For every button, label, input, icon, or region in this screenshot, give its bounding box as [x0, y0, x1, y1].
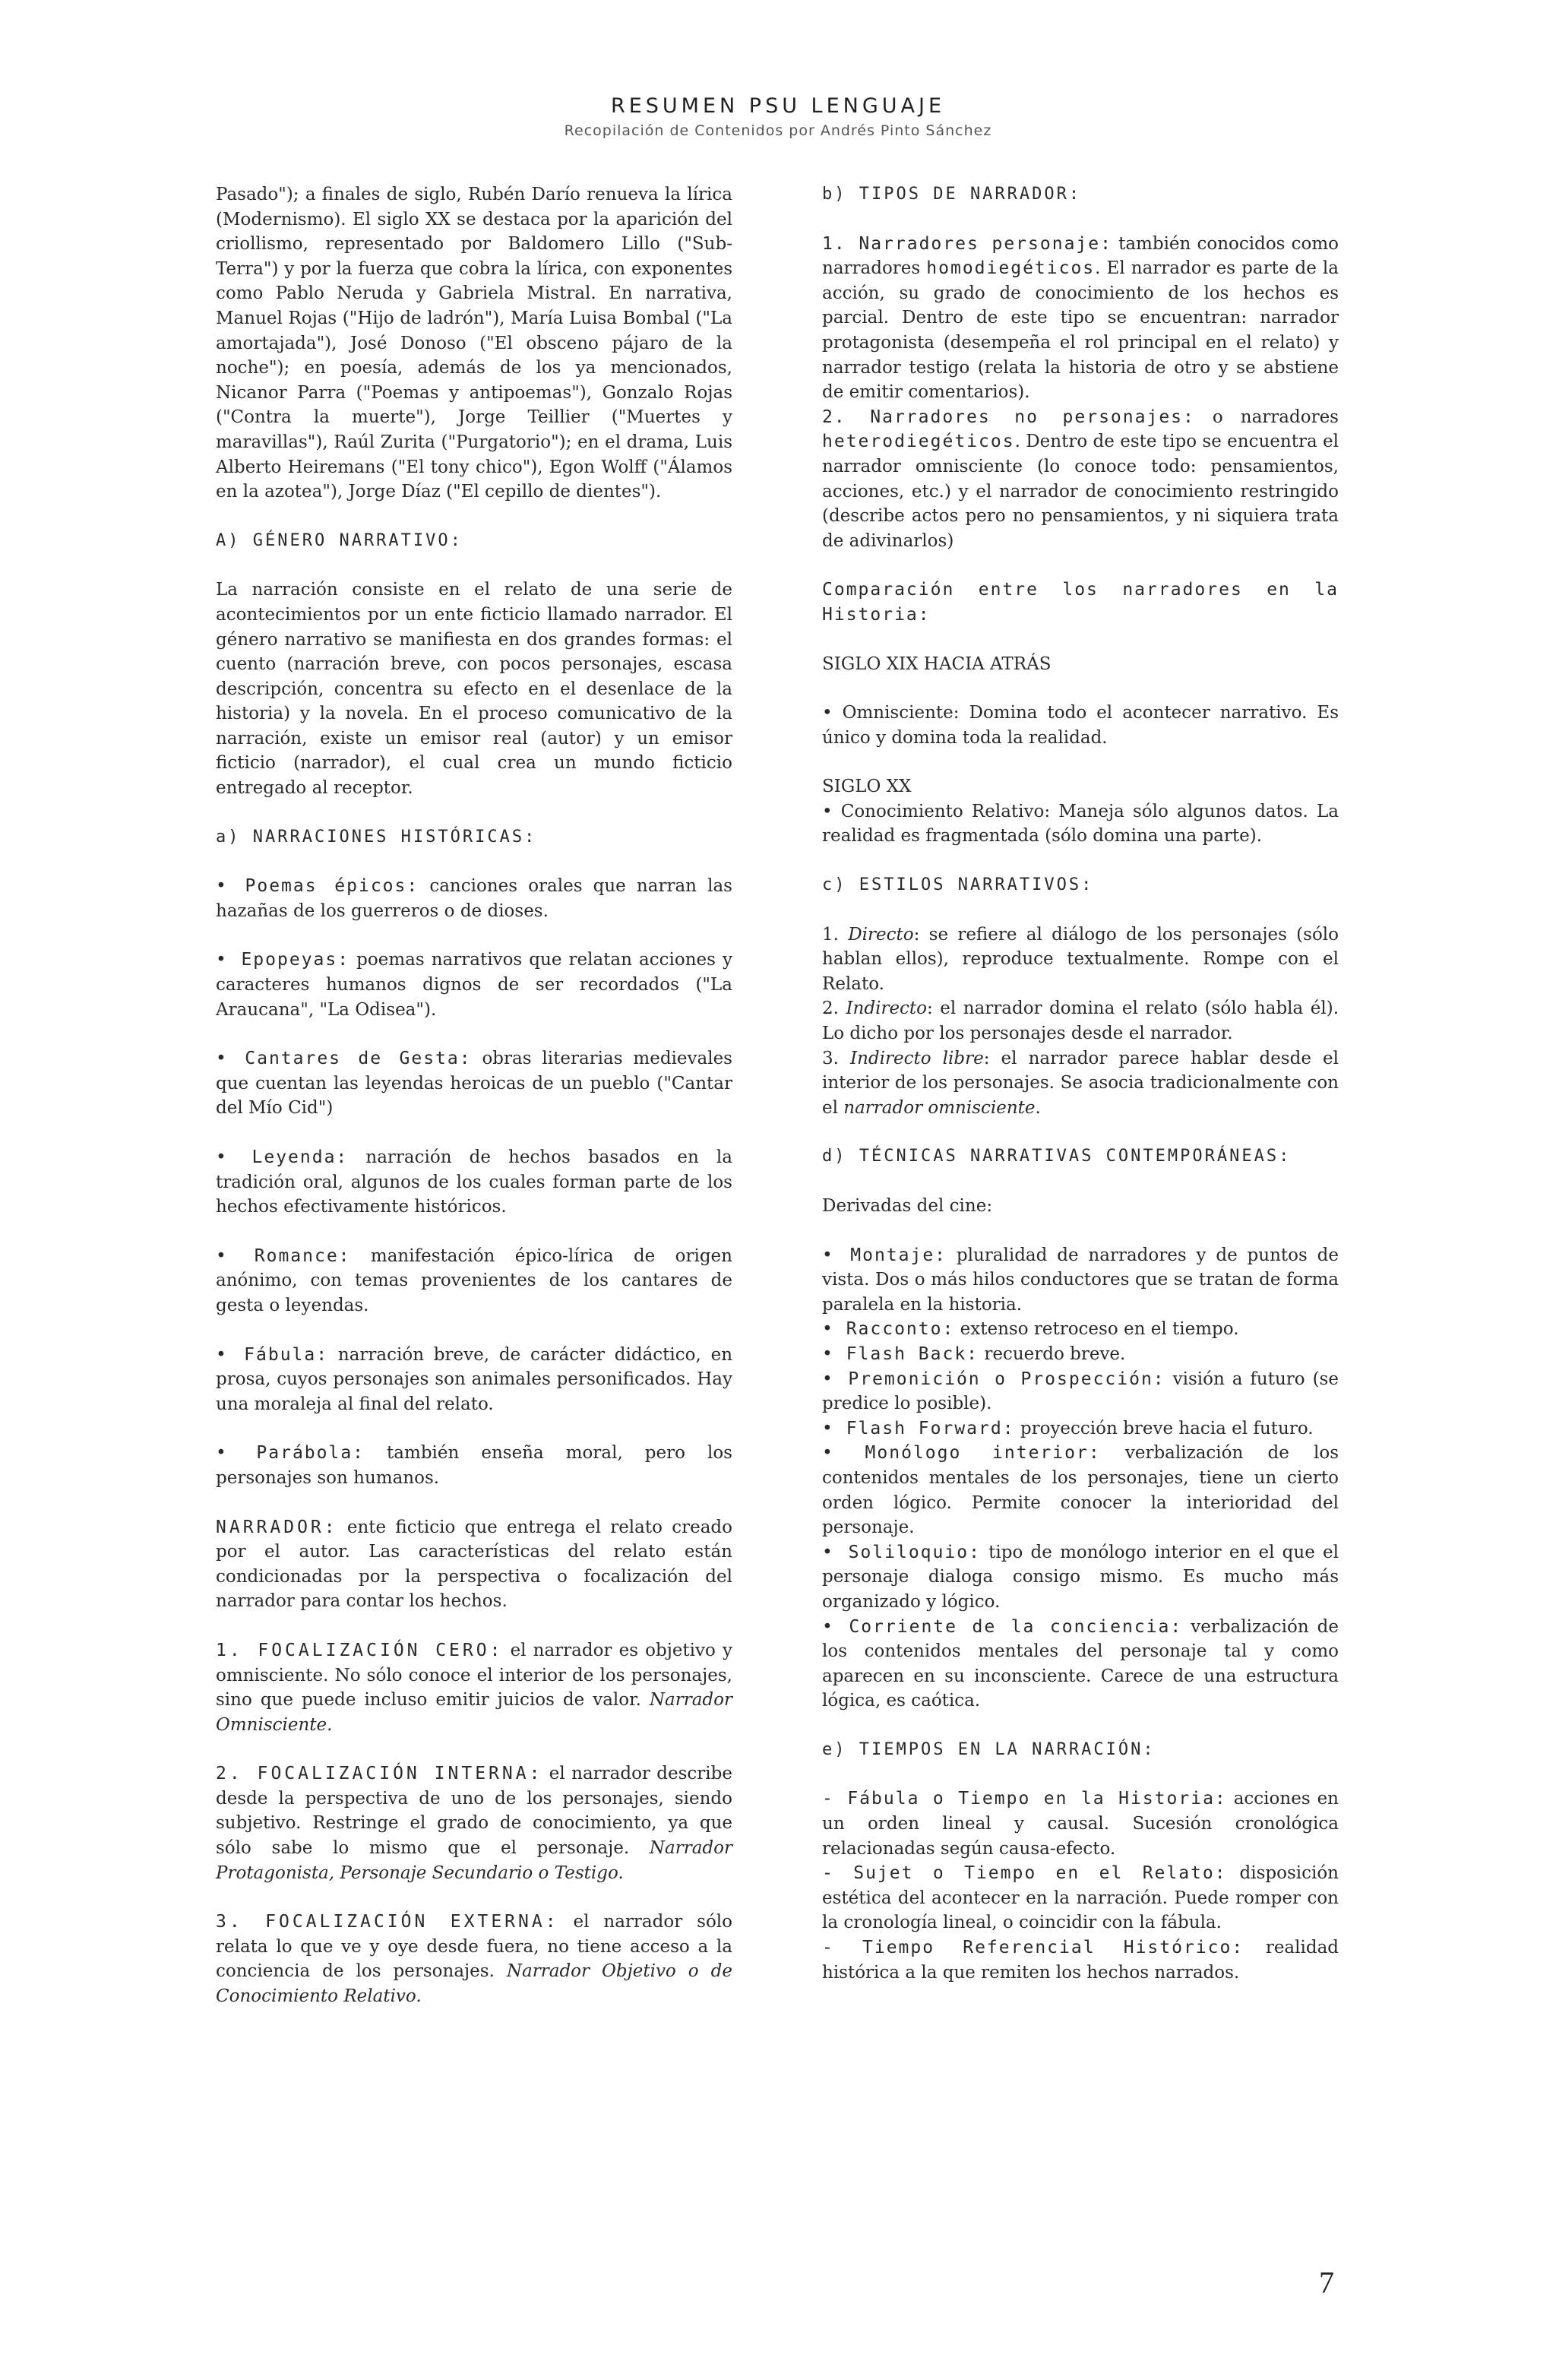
- comparacion-title: Comparación entre los narradores en la Historia:: [822, 580, 1339, 625]
- siglo-xix-label: SIGLO XIX HACIA ATRÁS: [822, 654, 1052, 674]
- focalizacion-interna: 2. FOCALIZACIÓN INTERNA: el narrador describe desde la perspectiva de uno de los personajes, siendo subjetivo. Restringe el grado de conocimiento, ya que sólo sabe lo mismo que el personaje. Narrador Protagonista, Personaje Secundario o Testigo.: [216, 1764, 732, 1883]
- list-item: • Leyenda: narración de hechos basados en la tradición oral, algunos de los cuales forman parte de los hechos efectivamente históricos.: [216, 1147, 732, 1217]
- heading-narraciones-historicas: a) NARRACIONES HISTÓRICAS:: [216, 827, 537, 847]
- tecnica-item: • Monólogo interior: verbalización de los contenidos mentales de los personajes, tiene un cierto orden lógico. Permite conocer la interioridad del personaje.: [822, 1443, 1339, 1538]
- term: • Soliloquio:: [822, 1542, 981, 1562]
- siglo-xx-label: SIGLO XX: [822, 777, 912, 797]
- document-title: RESUMEN PSU LENGUAJE: [610, 94, 946, 118]
- term: • Premonición o Prospección:: [822, 1369, 1165, 1389]
- page-number: 7: [1319, 2265, 1334, 2299]
- heading-genero-narrativo: A) GÉNERO NARRATIVO:: [216, 530, 463, 550]
- right-column: [822, 182, 1339, 1985]
- term: • Corriente de la conciencia:: [822, 1616, 1183, 1637]
- term: • Epopeyas:: [216, 950, 350, 970]
- omnisciente-item: • Omnisciente: Domina todo el acontecer narrativo. Es único y domina toda la realidad.: [822, 703, 1339, 748]
- tecnica-item: • Montaje: pluralidad de narradores y de puntos de vista. Dos o más hilos conductores que se tratan de forma paralela en la historia.: [822, 1245, 1339, 1315]
- tipo-narrador-no-personaje: 2. Narradores no personajes: o narradores heterodiegéticos. Dentro de este tipo se encuentra el narrador omnisciente (lo conoce todo: pensamientos, acciones, etc.) y el narrador de conocimiento restringido (describe actos pero no pensamientos, y ni siquiera trata de adivinarlos): [822, 407, 1339, 551]
- estilo-directo: 1. Directo: se refiere al diálogo de los personajes (sólo hablan ellos), reproduce textualmente. Rompe con el Relato.: [822, 924, 1339, 994]
- tecnica-item: • Flash Forward: proyección breve hacia el futuro.: [822, 1418, 1314, 1438]
- page-header: [0, 94, 1556, 139]
- term: • Flash Forward:: [822, 1418, 1015, 1438]
- tipo-narrador-personaje: 1. Narradores personaje: también conocidos como narradores homodiegéticos. El narrador es parte de la acción, su grado de conocimiento de los hechos es parcial. Dentro de este tipo se encuentran: narrador protagonista (desempeña el rol principal en el relato) y narrador testigo (relata la historia de otro y se abstiene de emitir comentarios).: [822, 233, 1339, 403]
- document-subtitle: Recopilación de Contenidos por Andrés Pinto Sánchez: [564, 122, 992, 139]
- term: - Fábula o Tiempo en la Historia:: [822, 1789, 1227, 1809]
- tiempo-item: - Tiempo Referencial Histórico: realidad histórica a la que remiten los hechos narrados.: [822, 1938, 1339, 1983]
- term: • Cantares de Gesta:: [216, 1049, 472, 1069]
- list-item: • Poemas épicos: canciones orales que narran las hazañas de los guerreros o de dioses.: [216, 876, 732, 921]
- term: • Poemas épicos:: [216, 876, 419, 897]
- term: • Montaje:: [822, 1245, 947, 1265]
- estilo-indirecto: 2. Indirecto: el narrador domina el relato (sólo habla él). Lo dicho por los personajes desde el narrador.: [822, 999, 1339, 1044]
- term: 2. Narradores no personajes:: [822, 407, 1195, 427]
- focalizacion-externa: 3. FOCALIZACIÓN EXTERNA: el narrador sólo relata lo que ve y oye desde fuera, no tiene acceso a la conciencia de los personajes. Narrador Objetivo o de Conocimiento Relativo.: [216, 1912, 732, 2007]
- term: 3. FOCALIZACIÓN EXTERNA:: [216, 1912, 559, 1932]
- term: • Monólogo interior:: [822, 1443, 1101, 1464]
- heading-tipos-de-narrador: b) TIPOS DE NARRADOR:: [822, 185, 1082, 204]
- tecnica-item: • Corriente de la conciencia: verbalización de los contenidos mentales del personaje tal y como aparecen en su inconsciente. Carece de una estructura lógica, es caótica.: [822, 1616, 1339, 1711]
- list-item: • Epopeyas: poemas narrativos que relatan acciones y caracteres humanos dignos de ser recordados ("La Araucana", "La Odisea").: [216, 950, 732, 1020]
- list-item: • Parábola: también enseña moral, pero los personajes son humanos.: [216, 1443, 732, 1488]
- term: - Sujet o Tiempo en el Relato:: [822, 1863, 1227, 1884]
- narrador-paragraph: NARRADOR: ente ficticio que entrega el relato creado por el autor. Las características del relato están condicionadas por la perspectiva o focalización del narrador para contar los hechos.: [216, 1517, 732, 1612]
- conocimiento-relativo-item: • Conocimiento Relativo: Maneja sólo algunos datos. La realidad es fragmentada (sólo domina una parte).: [822, 801, 1339, 847]
- term: • Flash Back:: [822, 1343, 979, 1364]
- term: • Leyenda:: [216, 1147, 349, 1167]
- list-item: • Cantares de Gesta: obras literarias medievales que cuentan las leyendas heroicas de un pueblo ("Cantar del Mío Cid"): [216, 1049, 732, 1119]
- term: - Tiempo Referencial Histórico:: [822, 1938, 1244, 1958]
- tiempo-item: - Fábula o Tiempo en la Historia: acciones en un orden lineal y causal. Sucesión cronológica relacionadas según causa-efecto.: [822, 1789, 1339, 1859]
- term: • Romance:: [216, 1245, 351, 1266]
- tecnica-item: • Premonición o Prospección: visión a futuro (se predice lo posible).: [822, 1369, 1339, 1414]
- term: NARRADOR:: [216, 1517, 338, 1537]
- term: 1. FOCALIZACIÓN CERO:: [216, 1640, 504, 1660]
- heading-tecnicas-narrativas: d) TÉCNICAS NARRATIVAS CONTEMPORÁNEAS:: [822, 1147, 1292, 1166]
- estilo-indirecto-libre: 3. Indirecto libre: el narrador parece hablar desde el interior de los personajes. Se asocia tradicionalmente con el narrador omnisciente.: [822, 1048, 1339, 1118]
- term: • Fábula:: [216, 1344, 329, 1365]
- intro-paragraph: Pasado"); a finales de siglo, Rubén Darío renueva la lírica (Modernismo). El siglo XX se destaca por la aparición del criollismo, representado por Baldomero Lillo ("Sub-Terra") y por la fuerza que cobra la lírica, con exponentes como Pablo Neruda y Gabriela Mistral. En narrativa, Manuel Rojas ("Hijo de ladrón"), María Luisa Bombal ("La amortajada"), José Donoso ("El obsceno pájaro de la noche"); en poesía, además de los ya mencionados, Nicanor Parra ("Poemas y antipoemas"), Gonzalo Rojas ("Contra la muerte"), Jorge Teillier ("Muertes y maravillas"), Raúl Zurita ("Purgatorio"); en el drama, Luis Alberto Heiremans ("El tony chico"), Egon Wolff ("Álamos en la azotea"), Jorge Díaz ("El cepillo de dientes").: [216, 185, 732, 502]
- list-item: • Romance: manifestación épico-lírica de origen anónimo, con temas provenientes de los cantares de gesta o leyendas.: [216, 1245, 732, 1315]
- tecnica-item: • Racconto: extenso retroceso en el tiempo.: [822, 1319, 1239, 1340]
- tecnica-item: • Flash Back: recuerdo breve.: [822, 1343, 1126, 1364]
- focalizacion-cero: 1. FOCALIZACIÓN CERO: el narrador es objetivo y omnisciente. No sólo conoce el interior de los personajes, sino que puede incluso emitir juicios de valor. Narrador Omnisciente.: [216, 1640, 732, 1735]
- tiempo-item: - Sujet o Tiempo en el Relato: disposición estética del acontecer en la narración. Puede romper con la cronología lineal, o coincidir con la fábula.: [822, 1863, 1339, 1933]
- heading-tiempos-narracion: e) TIEMPOS EN LA NARRACIÓN:: [822, 1739, 1156, 1759]
- left-column: [216, 182, 732, 2033]
- term: 1. Narradores personaje:: [822, 233, 1112, 254]
- heading-estilos-narrativos: c) ESTILOS NARRATIVOS:: [822, 875, 1094, 895]
- list-item: • Fábula: narración breve, de carácter didáctico, en prosa, cuyos personajes son animales personificados. Hay una moraleja al final del relato.: [216, 1344, 733, 1414]
- term: 2. FOCALIZACIÓN INTERNA:: [216, 1764, 543, 1784]
- term: • Racconto:: [822, 1319, 955, 1340]
- genero-paragraph: La narración consiste en el relato de una serie de acontecimientos por un ente ficticio llamado narrador. El género narrativo se manifiesta en dos grandes formas: el cuento (narración breve, con pocos personajes, escasa descripción, concentra su efecto en el desenlace de la historia) y la novela. En el proceso comunicativo de la narración, existe un emisor real (autor) y un emisor ficticio (narrador), el cual crea un mundo ficticio entregado al receptor.: [216, 580, 732, 799]
- derivadas-del-cine: Derivadas del cine:: [822, 1196, 993, 1216]
- term: • Parábola:: [216, 1443, 365, 1464]
- tecnica-item: • Soliloquio: tipo de monólogo interior en el que el personaje dialoga consigo mismo. Es mucho más organizado y lógico.: [822, 1542, 1339, 1612]
